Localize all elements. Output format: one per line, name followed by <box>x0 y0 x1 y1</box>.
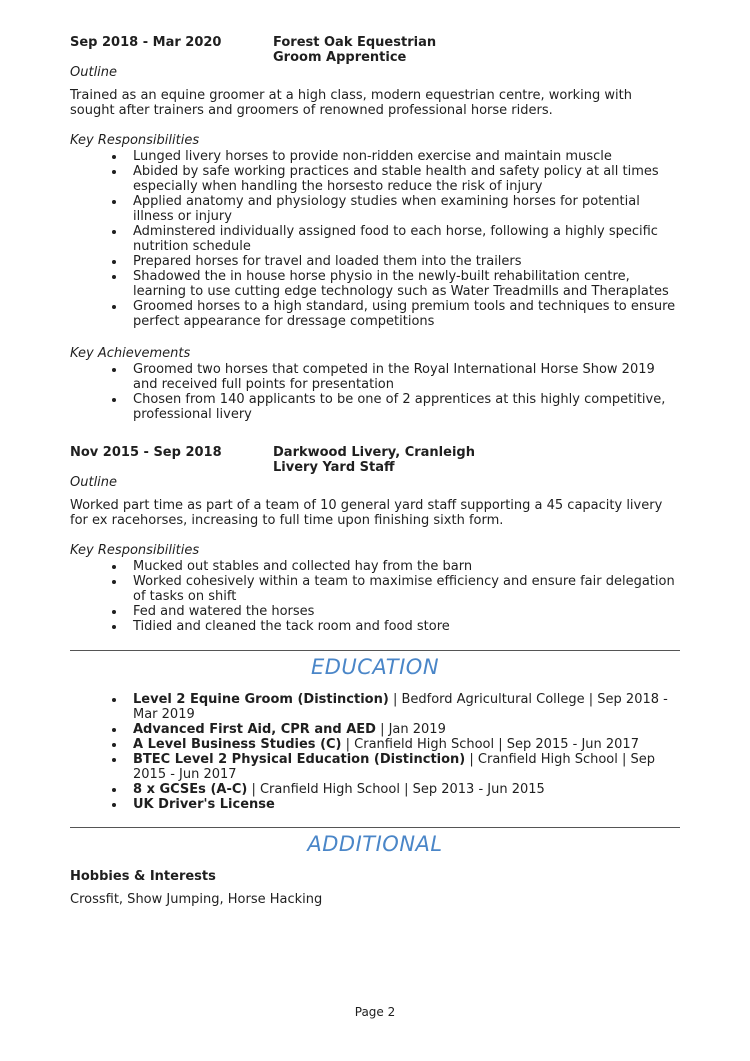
achievements-list <box>0 362 680 422</box>
qualification: Advanced First Aid, CPR and AED <box>133 722 376 737</box>
section-divider <box>70 827 680 828</box>
responsibilities-label: Key Responsibilities <box>70 543 200 558</box>
qualification: Level 2 Equine Groom (Distinction) <box>133 692 389 707</box>
list-item: Lunged livery horses to provide non-ridden exercise and maintain muscle <box>0 149 680 164</box>
achievements-label: Key Achievements <box>70 346 191 361</box>
list-item: Adminstered individually assigned food to each horse, following a highly specific nutrition schedule <box>0 224 680 254</box>
education-item <box>0 722 680 737</box>
job-dates: Sep 2018 - Mar 2020 <box>70 35 222 50</box>
job-role: Livery Yard Staff <box>273 460 395 475</box>
education-list <box>0 692 680 812</box>
list-item: Abided by safe working practices and stable health and safety policy at all times especially when handling the horsesto reduce the risk of injury <box>0 164 680 194</box>
qualification: 8 x GCSEs (A-C) <box>133 782 248 797</box>
education-item <box>0 797 680 812</box>
qualification: BTEC Level 2 Physical Education (Distinction) <box>133 752 466 767</box>
job-organization: Darkwood Livery, Cranleigh <box>273 445 475 460</box>
additional-title: ADDITIONAL <box>307 832 443 856</box>
job-organization: Forest Oak Equestrian <box>273 35 437 50</box>
qualification: A Level Business Studies (C) <box>133 737 342 752</box>
list-item: Fed and watered the horses <box>0 604 680 619</box>
outline-label: Outline <box>70 65 118 80</box>
job-role: Groom Apprentice <box>273 50 407 65</box>
list-item: Chosen from 140 applicants to be one of 2 apprentices at this highly competitive, professional livery <box>0 392 680 422</box>
list-item: Tidied and cleaned the tack room and food store <box>0 619 680 634</box>
education-title: EDUCATION <box>310 655 440 679</box>
responsibilities-label: Key Responsibilities <box>70 133 200 148</box>
list-item: Shadowed the in house horse physio in the newly-built rehabilitation centre, learning to use cutting edge technology such as Water Treadmills and Theraplates <box>0 269 680 299</box>
list-item: Worked cohesively within a team to maximise efficiency and ensure fair delegation of tasks on shift <box>0 574 680 604</box>
qualification-details: | Jan 2019 <box>375 722 446 737</box>
qualification-details: | Bedford Agricultural College | Sep 2018 - Mar 2019 <box>133 692 668 722</box>
education-item <box>0 737 680 752</box>
responsibilities-list <box>0 559 680 634</box>
list-item: Mucked out stables and collected hay from the barn <box>0 559 680 574</box>
section-divider <box>70 650 680 651</box>
qualification-details: | Cranfield High School | Sep 2015 - Jun 2017 <box>133 752 656 782</box>
qualification-details: | Cranfield High School | Sep 2013 - Jun 2015 <box>247 782 545 797</box>
hobbies-text: Crossfit, Show Jumping, Horse Hacking <box>70 892 323 907</box>
job-outline: Worked part time as part of a team of 10 general yard staff supporting a 45 capacity livery for ex racehorses, increasing to full time upon finishing sixth form. <box>70 498 663 528</box>
list-item: Groomed two horses that competed in the Royal International Horse Show 2019 and received full points for presentation <box>0 362 680 392</box>
job-outline: Trained as an equine groomer at a high class, modern equestrian centre, working with sought after trainers and groomers of renowned professional horse riders. <box>70 88 633 118</box>
education-item <box>0 782 680 797</box>
education-item <box>0 752 680 782</box>
list-item: Prepared horses for travel and loaded them into the trailers <box>0 254 680 269</box>
qualification-details: | Cranfield High School | Sep 2015 - Jun 2017 <box>341 737 639 752</box>
list-item: Applied anatomy and physiology studies when examining horses for potential illness or injury <box>0 194 680 224</box>
qualification: UK Driver's License <box>133 797 275 812</box>
hobbies-heading: Hobbies & Interests <box>70 869 216 884</box>
page-number: Page 2 <box>354 1005 396 1019</box>
list-item: Groomed horses to a high standard, using premium tools and techniques to ensure perfect appearance for dressage competitions <box>0 299 680 329</box>
responsibilities-list <box>0 149 680 329</box>
outline-label: Outline <box>70 475 118 490</box>
job-dates: Nov 2015 - Sep 2018 <box>70 445 222 460</box>
education-item <box>0 692 680 722</box>
